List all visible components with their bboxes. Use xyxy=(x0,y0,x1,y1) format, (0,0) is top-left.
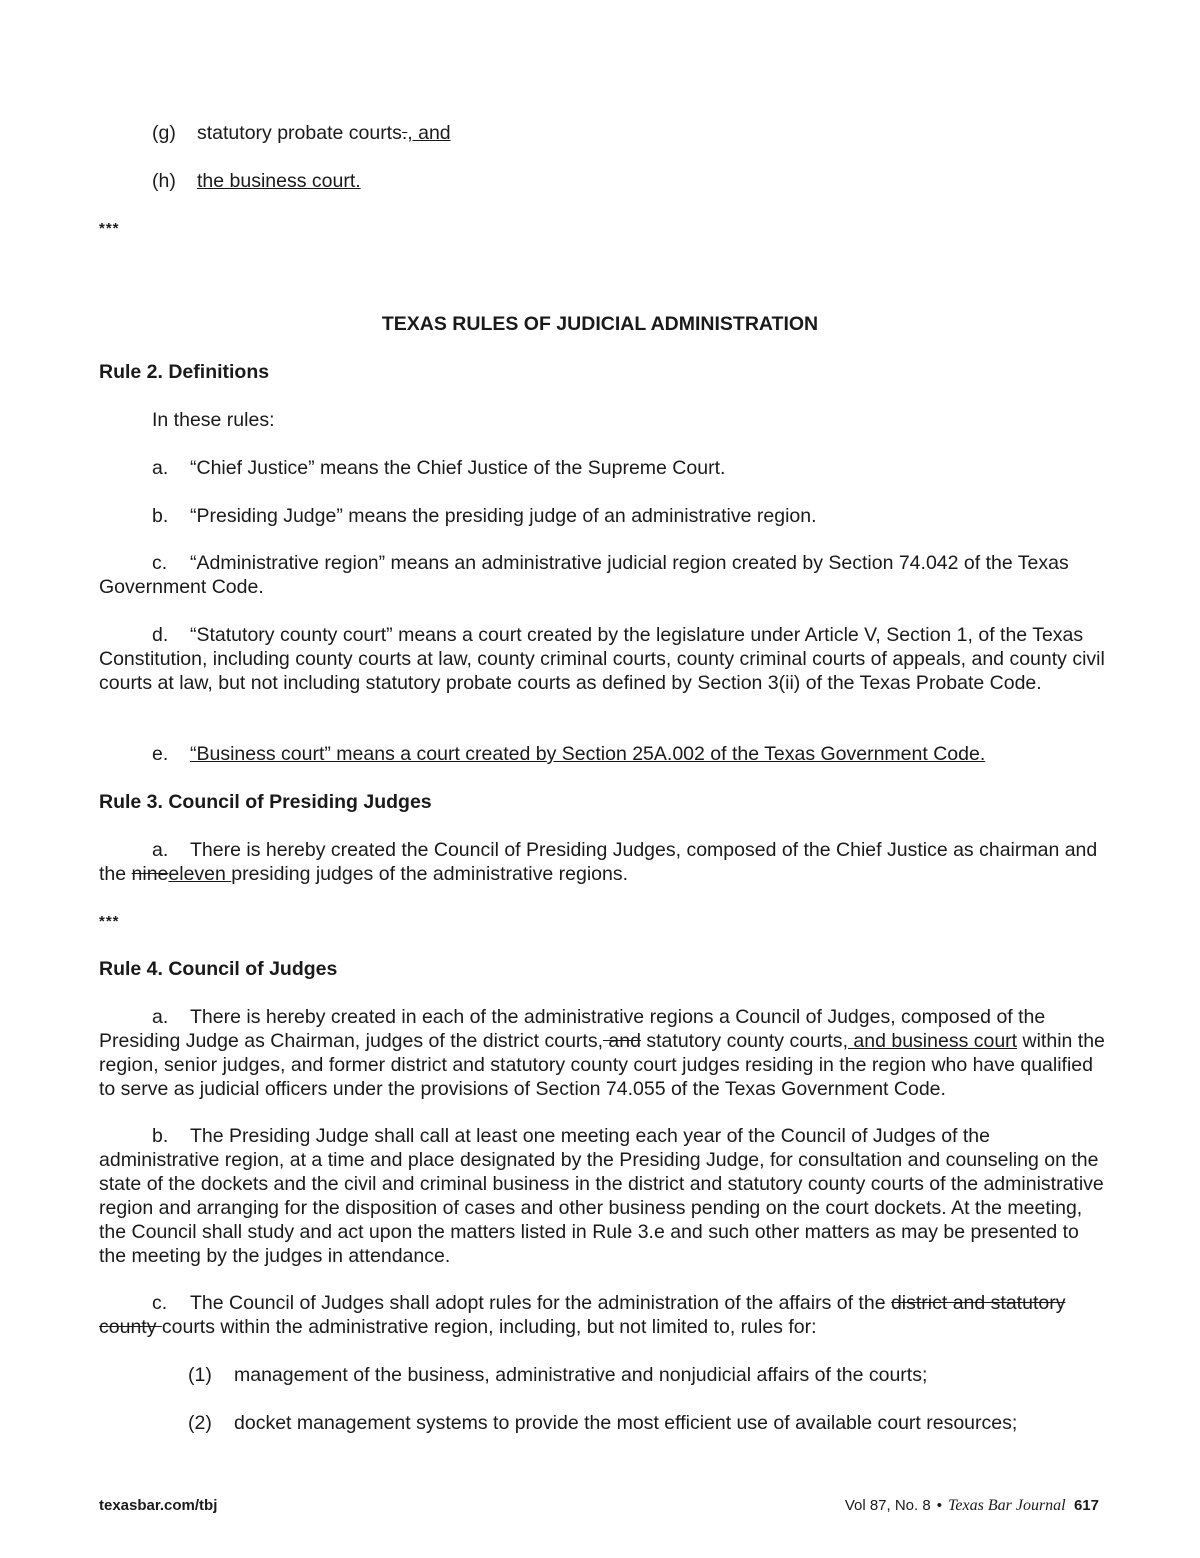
list-item-2 xyxy=(188,1411,1017,1435)
item-marker: (2) xyxy=(188,1412,212,1434)
added-text: eleven xyxy=(168,863,232,885)
item-marker: a. xyxy=(152,1006,169,1028)
item-text: The Council of Judges shall adopt rules for the administration of the affairs of the xyxy=(190,1292,891,1314)
rule-2-a xyxy=(99,456,1109,480)
added-text: the business court. xyxy=(197,170,361,192)
added-text: , and business court xyxy=(842,1030,1018,1052)
item-marker: (1) xyxy=(188,1364,212,1386)
rule-4-c xyxy=(99,1291,1109,1339)
item-text: docket management systems to provide the most efficient use of available court resources; xyxy=(234,1412,1018,1434)
struck-text: district and statutory county xyxy=(99,1292,1066,1338)
item-text: “Statutory county court” means a court created by the legislature under Article V, Section 1, of the Texas Constitution, including county courts at law, county criminal courts, county criminal courts of appeals, and county civil courts at law, but not including statutory probate courts as defined by Section 3(ii) of the Texas Probate Code. xyxy=(99,624,1105,694)
item-text: “Chief Justice” means the Chief Justice of the Supreme Court. xyxy=(190,457,726,479)
page-heading: TEXAS RULES OF JUDICIAL ADMINISTRATION xyxy=(381,313,819,335)
item-text: statutory probate courts xyxy=(197,122,402,144)
rule-4-title: Rule 4. Council of Judges xyxy=(99,958,338,980)
item-marker: (h) xyxy=(152,170,176,192)
rule-2-b xyxy=(99,504,1109,528)
rule-4-b xyxy=(99,1124,1109,1268)
footer-volume: Vol 87, No. 8 xyxy=(844,1497,931,1514)
item-text: “Administrative region” means an administrative judicial region created by Section 74.042 of the Texas Government Code. xyxy=(99,552,1069,598)
rule-2-intro: In these rules: xyxy=(152,409,275,431)
item-marker: b. xyxy=(152,1125,169,1147)
struck-text: . xyxy=(401,122,408,144)
rule-2-c xyxy=(99,551,1109,599)
added-text: , xyxy=(597,1030,604,1052)
struck-text: nine xyxy=(131,863,169,885)
added-text: , and xyxy=(407,122,451,144)
item-marker: (g) xyxy=(152,122,176,144)
item-text: statutory county courts xyxy=(640,1030,843,1052)
rule-2-e xyxy=(99,742,1109,766)
added-text: “Business court” means a court created by Section 25A.002 of the Texas Government Code. xyxy=(190,743,986,765)
rule-2-d xyxy=(99,623,1109,695)
item-text: The Presiding Judge shall call at least one meeting each year of the Council of Judges of the administrative region, at a time and place designated by the Presiding Judge, for consultation and counseling on the state of the dockets and the civil and criminal business in the district and statutory county courts of the administrative region and arranging for the disposition of cases and other business pending on the court dockets. At the meeting, the Council shall study and act upon the matters listed in Rule 3.e and such other matters as may be presented to the meeting by the judges in attendance. xyxy=(99,1125,1104,1267)
item-text: presiding judges of the administrative regions. xyxy=(231,863,629,885)
rule-2-title: Rule 2. Definitions xyxy=(99,361,270,383)
item-marker: b. xyxy=(152,505,169,527)
footer-citation xyxy=(845,1497,1099,1515)
list-item-h xyxy=(152,169,361,193)
list-item-g xyxy=(152,121,451,145)
list-item-1 xyxy=(188,1363,927,1387)
item-text: within the region, senior judges, and former district and statutory county court judges residing in the region who have qualified to serve as judicial officers under the provisions of Section 74.055 of the Texas Government Code. xyxy=(99,1030,1105,1100)
item-text: There is hereby created in each of the administrative regions a Council of Judges, composed of the Presiding Judge as Chairman, judges of the district courts xyxy=(99,1006,1046,1052)
footer-website: texasbar.com/tbj xyxy=(99,1497,218,1514)
section-separator: *** xyxy=(99,220,120,237)
struck-text: and xyxy=(603,1030,641,1052)
item-marker: a. xyxy=(152,457,169,479)
item-marker: c. xyxy=(152,552,168,574)
item-text: courts within the administrative region, including, but not limited to, rules for: xyxy=(161,1316,817,1338)
rule-3-title: Rule 3. Council of Presiding Judges xyxy=(99,791,432,813)
item-text: There is hereby created the Council of Presiding Judges, composed of the Chief Justice as chairman and the xyxy=(99,839,1098,885)
page-number: 617 xyxy=(1073,1497,1099,1514)
item-text: “Presiding Judge” means the presiding judge of an administrative region. xyxy=(190,505,817,527)
rule-4-a xyxy=(99,1005,1109,1101)
item-marker: e. xyxy=(152,743,169,765)
item-marker: d. xyxy=(152,624,169,646)
footer-bullet: • xyxy=(936,1497,942,1514)
item-marker: a. xyxy=(152,839,169,861)
footer-journal: Texas Bar Journal xyxy=(947,1497,1066,1514)
rule-3-a xyxy=(99,838,1109,886)
section-separator: *** xyxy=(99,913,120,930)
item-marker: c. xyxy=(152,1292,168,1314)
item-text: management of the business, administrative and nonjudicial affairs of the courts; xyxy=(234,1364,928,1386)
